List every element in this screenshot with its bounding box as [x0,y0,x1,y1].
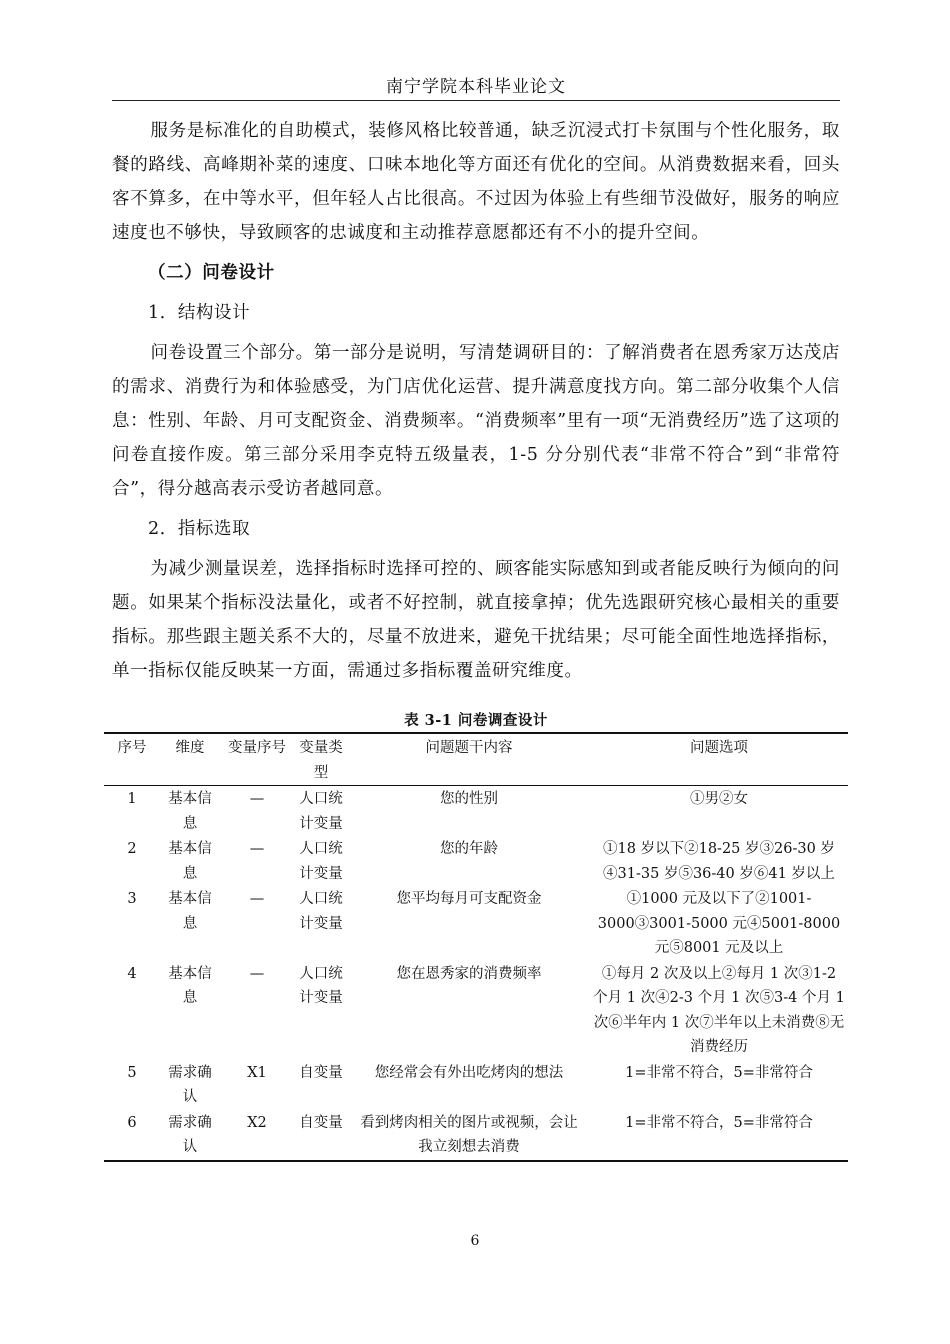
table-cell: — [249,891,265,907]
table-cell: 您在恩秀家的消费频率 [396,965,542,982]
table-cell: 1 [127,791,137,807]
table-row [104,886,848,961]
table-cell: 人口统计变量 [299,965,343,1006]
table-cell: — [249,791,265,807]
table-cell: 5 [127,1064,137,1081]
table-cell: 3 [127,891,137,907]
table-cell: 2 [127,841,137,857]
header-cell: 变量序号 [228,740,286,756]
header-cell: 问题选项 [690,740,748,756]
paragraph-1: 服务是标准化的自助模式，装修风格比较普通，缺乏沉浸式打卡氛围与个性化服务，取餐的路线、高峰期补菜的速度、口味本地化等方面还有优化的空间。从消费数据来看，回头客不算多，在中等水平，但年轻人占比很高。不过因为体验上有些细节没做好，服务的响应速度也不够快，导致顾客的忠诚度和主动推荐意愿都还有不小的提升空间。 [112,121,840,243]
table-cell: — [249,841,265,857]
paragraph-3: 为减少测量误差，选择指标时选择可控的、顾客能实际感知到或者能反映行为倾向的问题。如果某个指标没法量化，或者不好控制，就直接拿掉；优先选跟研究核心最相关的重要指标。那些跟主题关系不大的，尽量不放进来，避免干扰结果；尽可能全面性地选择指标，单一指标仅能反映某一方面，需通过多指标覆盖研究维度。 [112,559,840,681]
subsection-heading-1: 1．结构设计 [148,303,251,323]
header-cell: 维度 [175,740,205,756]
table-cell: 您经常会有外出吃烤肉的想法 [374,1064,564,1081]
table-cell: 基本信息 [168,891,212,932]
table-cell: X2 [247,1114,267,1131]
running-header: 南宁学院本科毕业论文 [386,77,566,97]
table-cell: X1 [247,1064,267,1081]
table-row [104,786,848,837]
header-cell: 变量类型 [299,740,343,781]
table-cell: 自变量 [299,1114,343,1131]
body-text [112,114,840,688]
table-cell: ①18 岁以下②18-25 岁③26-30 岁④31-35 岁⑤36-40 岁⑥41 岁以上 [603,841,835,882]
table-row [104,961,848,1060]
table-cell: ①1000 元及以下了②1001-3000③3001-5000 元④5001-8000 元⑤8001 元及以上 [597,891,841,956]
table-cell: 基本信息 [168,965,212,1006]
table-cell: 基本信息 [168,841,212,882]
table-cell: 需求确认 [168,1114,212,1155]
header-divider [112,100,840,101]
table-cell: ①男②女 [690,791,748,807]
table-cell: 您的性别 [440,791,498,807]
table-cell: 自变量 [299,1064,343,1081]
page-number: 6 [470,1233,480,1249]
table-cell: 人口统计变量 [299,841,343,882]
table-cell: — [249,965,265,982]
table-cell: 您的年龄 [440,841,498,857]
table-cell: 看到烤肉相关的图片或视频，会让我立刻想去消费 [360,1114,578,1155]
table-cell: 基本信息 [168,791,212,832]
table-cell: 人口统计变量 [299,891,343,932]
header-cell: 序号 [117,740,147,756]
table-cell: 1=非常不符合，5=非常符合 [625,1114,813,1131]
header-cell: 问题题干内容 [425,740,513,756]
table-cell: 人口统计变量 [299,791,343,832]
table-cell: 4 [127,965,137,982]
table-row [104,1060,848,1110]
table-cell: 您平均每月可支配资金 [396,891,542,907]
table-cell: ①每月 2 次及以上②每月 1 次③1-2 个月 1 次④2-3 个月 1 次⑤3-4 个月 1 次⑥半年内 1 次⑦半年以上未消费⑧无消费经历 [593,965,845,1055]
section-heading: （二）问卷设计 [148,263,275,283]
table-row [104,836,848,886]
subsection-heading-2: 2．指标选取 [148,519,251,539]
table-cell: 6 [127,1114,137,1131]
table-header-row [104,733,848,786]
table-cell: 需求确认 [168,1064,212,1105]
table-cell: 1=非常不符合，5=非常符合 [625,1064,813,1081]
table-row [104,1110,848,1161]
paragraph-2: 问卷设置三个部分。第一部分是说明，写清楚调研目的：了解消费者在恩秀家万达茂店的需求、消费行为和体验感受，为门店优化运营、提升满意度找方向。第二部分收集个人信息：性别、年龄、月可支配资金、消费频率。“消费频率”里有一项“无消费经历”选了这项的问卷直接作废。第三部分采用李克特五级量表，1-5 分分别代表“非常不符合”到“非常符合”，得分越高表示受访者越同意。 [112,343,840,499]
table-caption: 表 3-1 问卷调查设计 [404,712,548,729]
survey-design-table [104,732,848,1162]
